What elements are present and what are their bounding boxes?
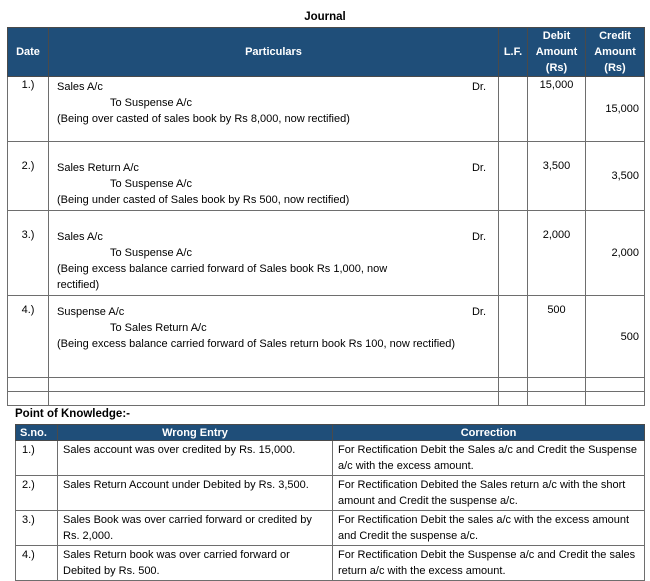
entry-particulars xyxy=(49,211,499,296)
knowledge-row xyxy=(16,546,645,581)
journal-title: Journal xyxy=(304,11,346,23)
row-number: 4.) xyxy=(16,546,58,581)
entry-particulars xyxy=(49,296,499,378)
credit-amount: 500 xyxy=(586,296,645,378)
row-number: 1.) xyxy=(16,441,58,476)
lf-cell xyxy=(499,211,528,296)
knowledge-row xyxy=(16,511,645,546)
journal-entry xyxy=(8,296,645,378)
entry-number: 2.) xyxy=(8,142,49,211)
debit-account: Suspense A/c xyxy=(57,306,125,318)
point-of-knowledge-heading: Point of Knowledge:- xyxy=(15,408,130,420)
knowledge-row xyxy=(16,476,645,511)
dr-label: Dr. xyxy=(471,162,486,174)
narration: (Being excess balance carried forward of Sales book Rs 1,000, now rectified) xyxy=(57,263,388,291)
entry-particulars xyxy=(49,142,499,211)
empty-row xyxy=(8,378,645,392)
journal-entry xyxy=(8,77,645,142)
journal-entry xyxy=(8,142,645,211)
entry-number: 4.) xyxy=(8,296,49,378)
lf-cell xyxy=(499,142,528,211)
credit-account: To Suspense A/c xyxy=(110,97,192,109)
wrong-entry: Sales Return Account under Debited by Rs. 3,500. xyxy=(58,476,333,511)
row-number: 3.) xyxy=(16,511,58,546)
knowledge-table xyxy=(15,424,645,581)
wrong-entry-header: Wrong Entry xyxy=(58,425,333,441)
journal-table xyxy=(7,27,645,406)
row-number: 2.) xyxy=(16,476,58,511)
debit-account: Sales Return A/c xyxy=(57,162,139,174)
narration: (Being excess balance carried forward of Sales return book Rs 100, now rectified) xyxy=(57,338,456,350)
empty-row xyxy=(8,392,645,406)
narration: (Being over casted of sales book by Rs 8,000, now rectified) xyxy=(57,113,350,125)
sno-header: S.no. xyxy=(16,425,58,441)
date-header: Date xyxy=(8,28,49,77)
credit-account: To Sales Return A/c xyxy=(110,322,207,334)
debit-amount: 3,500 xyxy=(528,142,586,211)
journal-entry xyxy=(8,211,645,296)
particulars-header: Particulars xyxy=(49,28,499,77)
correction: For Rectification Debit the Sales a/c and Credit the Suspense a/c with the excess amount. xyxy=(333,441,645,476)
correction-header: Correction xyxy=(333,425,645,441)
dr-label: Dr. xyxy=(471,306,486,318)
debit-header: Debit Amount (Rs) xyxy=(528,28,586,77)
correction: For Rectification Debit the Suspense a/c and Credit the sales return a/c with the excess amount. xyxy=(333,546,645,581)
debit-amount: 500 xyxy=(528,296,586,378)
credit-amount: 3,500 xyxy=(586,142,645,211)
debit-account: Sales A/c xyxy=(57,81,103,93)
credit-amount: 2,000 xyxy=(586,211,645,296)
entry-particulars xyxy=(49,77,499,142)
correction: For Rectification Debit the sales a/c with the excess amount and Credit the suspense a/c. xyxy=(333,511,645,546)
knowledge-row xyxy=(16,441,645,476)
credit-account: To Suspense A/c xyxy=(110,247,192,259)
dr-label: Dr. xyxy=(471,81,486,93)
lf-cell xyxy=(499,77,528,142)
wrong-entry: Sales account was over credited by Rs. 15,000. xyxy=(58,441,333,476)
wrong-entry: Sales Book was over carried forward or credited by Rs. 2,000. xyxy=(58,511,333,546)
dr-label: Dr. xyxy=(471,231,486,243)
entry-number: 3.) xyxy=(8,211,49,296)
credit-header: Credit Amount (Rs) xyxy=(586,28,645,77)
lf-cell xyxy=(499,296,528,378)
lf-header: L.F. xyxy=(499,28,528,77)
narration: (Being under casted of Sales book by Rs 500, now rectified) xyxy=(57,194,350,206)
credit-account: To Suspense A/c xyxy=(110,178,192,190)
debit-amount: 15,000 xyxy=(528,77,586,142)
entry-number: 1.) xyxy=(8,77,49,142)
correction: For Rectification Debited the Sales return a/c with the short amount and Credit the suspense a/c. xyxy=(333,476,645,511)
credit-amount: 15,000 xyxy=(586,77,645,142)
debit-amount: 2,000 xyxy=(528,211,586,296)
debit-account: Sales A/c xyxy=(57,231,103,243)
wrong-entry: Sales Return book was over carried forward or Debited by Rs. 500. xyxy=(58,546,333,581)
